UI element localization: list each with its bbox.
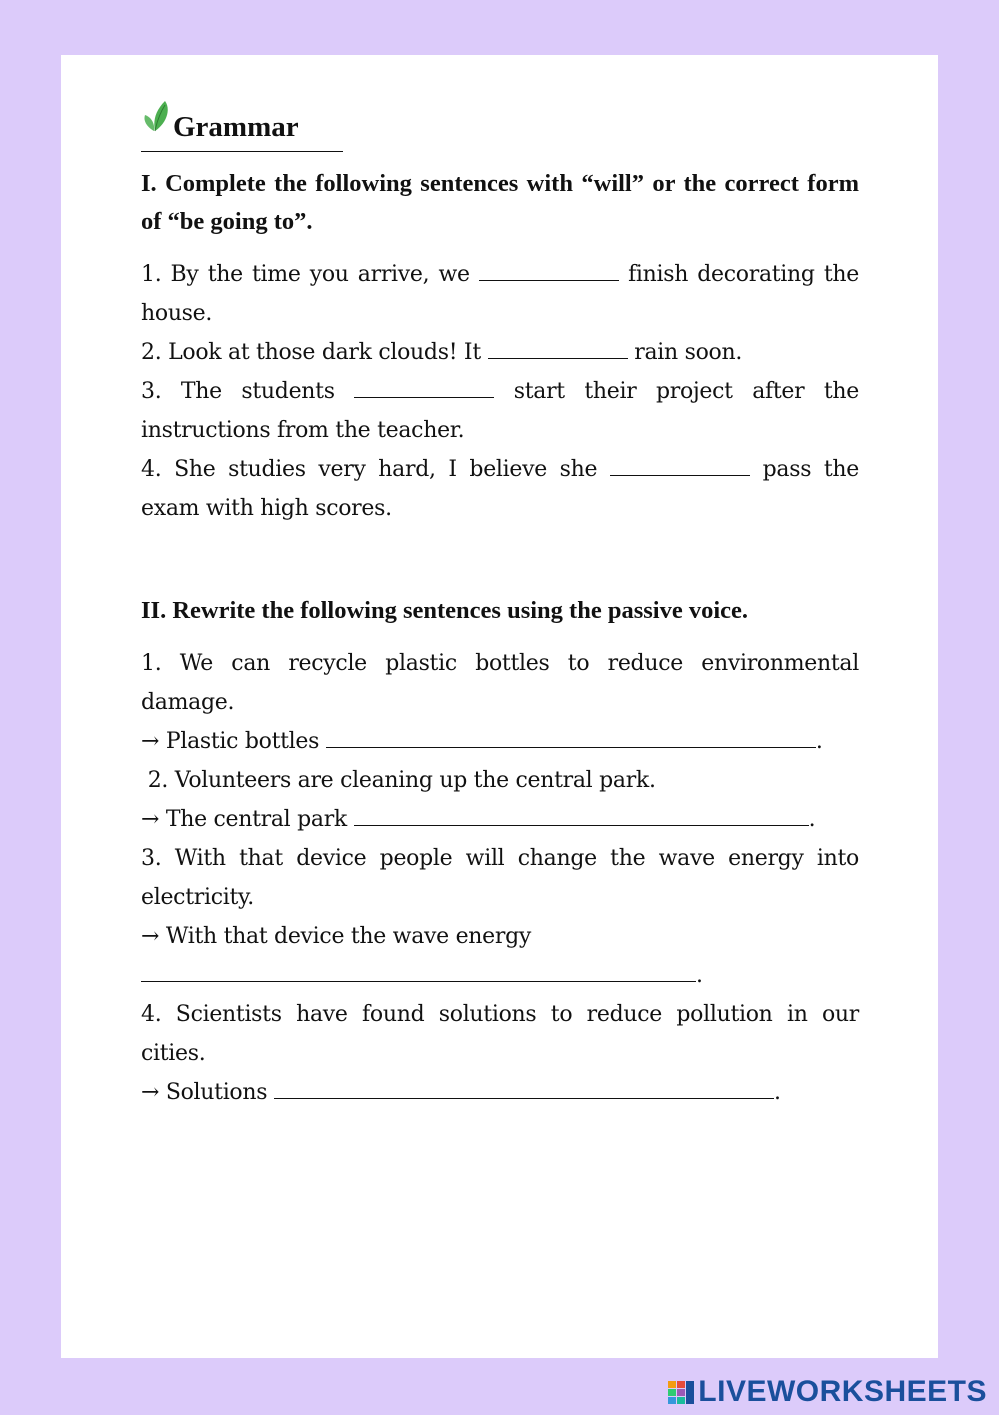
exercise-2-answer-line	[141, 800, 859, 839]
heading-title: Grammar	[173, 111, 299, 143]
item-text: 1. By the time you arrive, we	[141, 262, 479, 287]
answer-blank[interactable]	[354, 377, 494, 398]
liveworksheets-logo-icon	[668, 1379, 696, 1405]
exercise-2-sentence: 3. With that device people will change the wave energy into electricity.	[141, 846, 859, 910]
exercise-2-answer-line	[141, 722, 859, 761]
exercise-2-sentence: 4. Scientists have found solutions to reduce pollution in our cities.	[141, 1002, 859, 1066]
answer-prefix: → Plastic bottles	[141, 729, 326, 754]
answer-blank[interactable]	[274, 1078, 774, 1099]
answer-blank[interactable]	[479, 260, 619, 281]
item-text: start their project after the instructions from the teacher.	[141, 379, 860, 443]
exercise-2-answer-line	[141, 917, 859, 956]
liveworksheets-watermark[interactable]	[668, 1377, 987, 1407]
watermark-text: LIVEWORKSHEETS	[698, 1375, 987, 1408]
answer-prefix: → The central park	[141, 807, 354, 832]
answer-end: .	[773, 1080, 781, 1105]
answer-end: .	[696, 963, 703, 988]
section-2-title: II. Rewrite the following sentences using the passive voice.	[141, 597, 749, 624]
exercise-2-answer-line	[141, 1073, 859, 1112]
section-1-list	[141, 255, 859, 528]
answer-end: .	[808, 807, 816, 832]
worksheet-page	[61, 55, 938, 1358]
section-1-title: I. Complete the following sentences with “will” or the correct form of “be going to”.	[141, 170, 859, 235]
exercise-2-sentence: 1. We can recycle plastic bottles to reduce environmental damage.	[141, 651, 859, 715]
exercise-1-item	[141, 450, 859, 528]
section-2-list	[141, 644, 859, 1112]
exercise-2-sentence: 2. Volunteers are cleaning up the central park.	[141, 768, 656, 793]
exercise-2-answer-line	[141, 956, 859, 995]
answer-prefix: → With that device the wave energy	[141, 924, 532, 949]
item-text: 2. Look at those dark clouds! It	[141, 340, 488, 365]
answer-blank[interactable]	[141, 961, 696, 982]
answer-blank[interactable]	[610, 455, 750, 476]
item-text: 4. She studies very hard, I believe she	[141, 457, 610, 482]
item-text: pass the exam with high scores.	[141, 457, 859, 521]
answer-end: .	[815, 729, 823, 754]
item-text: finish decorating the house.	[141, 262, 859, 326]
item-text: rain soon.	[627, 340, 743, 365]
exercise-1-item	[141, 372, 859, 450]
exercise-1-item	[141, 333, 859, 372]
grammar-heading	[141, 99, 343, 152]
answer-blank[interactable]	[488, 338, 628, 359]
answer-blank[interactable]	[326, 727, 816, 748]
leaf-icon	[141, 99, 173, 133]
answer-blank[interactable]	[354, 805, 809, 826]
exercise-1-item	[141, 255, 859, 333]
answer-prefix: → Solutions	[141, 1080, 274, 1105]
item-text: 3. The students	[141, 379, 355, 404]
